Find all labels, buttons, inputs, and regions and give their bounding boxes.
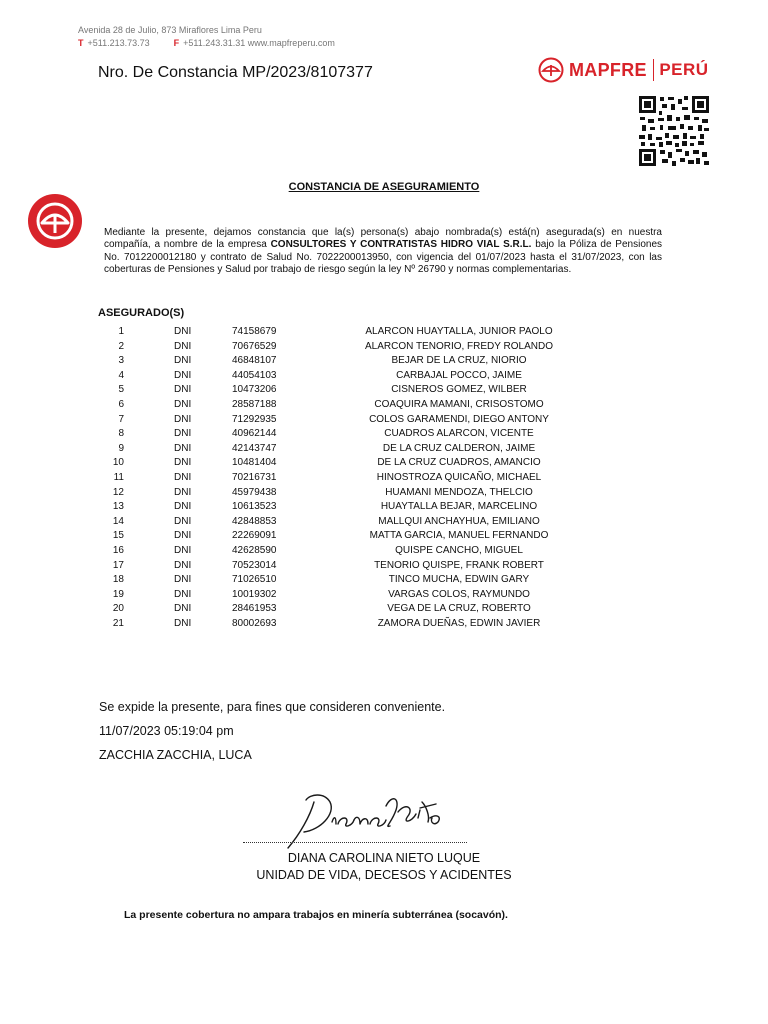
document-number: 71292935 xyxy=(232,413,277,425)
row-number: 11 xyxy=(113,471,124,483)
document-number: 70216731 xyxy=(232,471,277,483)
row-number: 7 xyxy=(118,413,124,425)
statement-details: bajo la Póliza de Pensiones No. 7012200012180 y contrato de Salud No. 7022200013950, con vigencia del 01/07/2023 hasta el 31/07/2023, con las coberturas de Pensiones y Salud por trabajo de riesgo según la ley Nº 26790 y normas complementarias. xyxy=(104,239,662,275)
row-number: 13 xyxy=(112,501,124,513)
phone-label: T xyxy=(78,38,84,48)
document-type: DNI xyxy=(174,501,192,513)
document-type: DNI xyxy=(174,442,192,454)
row-number: 15 xyxy=(112,530,124,542)
header-address: Avenida 28 de Julio, 873 Miraflores Lima Peru xyxy=(78,25,262,35)
document-number: 70676529 xyxy=(232,340,277,352)
document-number: 28461953 xyxy=(232,603,277,615)
document-number: 46848107 xyxy=(232,355,277,367)
statement-intro: Mediante la presente, dejamos constancia que la(s) persona(s) abajo nombrada(s) está(n) asegurada(s) en nuestra compañía, a nombre de la empresa xyxy=(104,227,662,251)
document-type: DNI xyxy=(174,384,192,396)
document-number: 42848853 xyxy=(232,515,277,527)
document-type: DNI xyxy=(174,457,192,469)
insured-table xyxy=(100,325,594,631)
document-type: DNI xyxy=(174,544,192,556)
insured-section-label: ASEGURADO(S) xyxy=(98,307,185,319)
issuing-agent: ZACCHIA ZACCHIA, LUCA xyxy=(99,748,252,762)
document-type: DNI xyxy=(174,530,192,542)
insured-table-body xyxy=(100,325,594,631)
insured-name: COLOS GARAMENDI, DIEGO ANTONY xyxy=(369,413,549,425)
row-number: 17 xyxy=(112,559,124,571)
insured-name: DE LA CRUZ CUADROS, AMANCIO xyxy=(377,457,541,469)
insured-name: CUADROS ALARCON, VICENTE xyxy=(384,428,534,440)
row-number: 14 xyxy=(112,515,124,527)
document-type: DNI xyxy=(174,574,192,586)
table-row xyxy=(100,573,594,588)
coverage-statement xyxy=(104,227,662,276)
insured-name: CISNEROS GOMEZ, WILBER xyxy=(391,384,527,396)
phone-number: +511.213.73.73 xyxy=(87,38,150,48)
document-type: DNI xyxy=(174,559,192,571)
brand-name: MAPFRE xyxy=(569,59,647,80)
fax-label: F xyxy=(173,38,180,48)
row-number: 8 xyxy=(118,428,124,440)
table-row xyxy=(100,515,594,530)
document-type: DNI xyxy=(174,428,192,440)
table-row xyxy=(100,456,594,471)
document-number: 80002693 xyxy=(232,617,277,629)
document-number: 44054103 xyxy=(232,369,277,381)
document-type: DNI xyxy=(174,413,192,425)
constancia-number: Nro. De Constancia MP/2023/8107377 xyxy=(98,64,373,81)
table-row xyxy=(100,588,594,603)
document-type: DNI xyxy=(174,603,192,615)
table-row xyxy=(100,442,594,457)
document-number: 28587188 xyxy=(232,398,277,410)
header-address-block xyxy=(78,24,335,50)
row-number: 1 xyxy=(118,326,124,337)
document-number: 74158679 xyxy=(232,326,277,337)
mapfre-emblem-icon xyxy=(538,57,564,83)
table-row xyxy=(100,486,594,501)
table-row xyxy=(100,500,594,515)
row-number: 21 xyxy=(112,617,124,629)
row-number: 12 xyxy=(112,486,124,498)
table-row xyxy=(100,383,594,398)
mapfre-emblem-icon xyxy=(28,194,82,248)
row-number: 2 xyxy=(118,340,124,352)
header-contacts xyxy=(78,37,335,50)
document-number: 10473206 xyxy=(232,384,277,396)
insured-name: HUAYTALLA BEJAR, MARCELINO xyxy=(380,501,538,513)
insured-name: VARGAS COLOS, RAYMUNDO xyxy=(388,588,530,600)
insured-name: MATTA GARCIA, MANUEL FERNANDO xyxy=(369,530,549,542)
insured-name: BEJAR DE LA CRUZ, NIORIO xyxy=(391,355,527,367)
table-row xyxy=(100,617,594,632)
insured-name: ALARCON HUAYTALLA, JUNIOR PAOLO xyxy=(365,326,553,337)
table-row xyxy=(100,529,594,544)
insured-name: COAQUIRA MAMANI, CRISOSTOMO xyxy=(374,398,544,410)
signer-unit: UNIDAD DE VIDA, DECESOS Y ACIDENTES xyxy=(256,868,512,882)
signature-caption: Diana Nieto xyxy=(280,782,286,783)
row-number: 4 xyxy=(118,369,124,381)
coverage-exclusion-note: La presente cobertura no ampara trabajos en minería subterránea (socavón). xyxy=(124,909,508,921)
logo-divider xyxy=(653,59,655,81)
insured-name: MALLQUI ANCHAYHUA, EMILIANO xyxy=(378,515,540,527)
row-number: 16 xyxy=(112,544,124,556)
row-number: 10 xyxy=(112,457,124,469)
document-number: 42628590 xyxy=(232,544,277,556)
row-number: 5 xyxy=(118,384,124,396)
document-title: CONSTANCIA DE ASEGURAMIENTO xyxy=(288,181,480,193)
table-row xyxy=(100,427,594,442)
row-number: 3 xyxy=(118,355,124,367)
fax-and-website: +511.243.31.31 www.mapfreperu.com xyxy=(183,38,335,48)
document-type: DNI xyxy=(174,515,192,527)
document-number: 71026510 xyxy=(232,574,277,586)
mapfre-logo xyxy=(538,56,709,84)
document-type: DNI xyxy=(174,340,192,352)
insured-name: QUISPE CANCHO, MIGUEL xyxy=(395,544,523,556)
table-row xyxy=(100,602,594,617)
table-row xyxy=(100,325,594,340)
row-number: 19 xyxy=(112,588,124,600)
insured-name: HUAMANI MENDOZA, THELCIO xyxy=(385,486,533,498)
table-row xyxy=(100,369,594,384)
insured-name: DE LA CRUZ CALDERON, JAIME xyxy=(382,442,536,454)
table-row xyxy=(100,413,594,428)
document-number: 10481404 xyxy=(232,457,277,469)
document-type: DNI xyxy=(174,326,192,337)
brand-country: PERÚ xyxy=(659,60,709,79)
row-number: 18 xyxy=(112,574,124,586)
insured-name: TINCO MUCHA, EDWIN GARY xyxy=(388,574,530,586)
document-type: DNI xyxy=(174,588,192,600)
document-number: 10019302 xyxy=(232,588,277,600)
row-number: 6 xyxy=(118,398,124,410)
insured-name: ALARCON TENORIO, FREDY ROLANDO xyxy=(365,340,553,352)
issue-timestamp: 11/07/2023 05:19:04 pm xyxy=(99,724,234,738)
insured-name: TENORIO QUISPE, FRANK ROBERT xyxy=(374,559,544,571)
table-row xyxy=(100,354,594,369)
row-number: 9 xyxy=(118,442,124,454)
document-type: DNI xyxy=(174,486,192,498)
document-type: DNI xyxy=(174,398,192,410)
document-number: 42143747 xyxy=(232,442,277,454)
insured-name: CARBAJAL POCCO, JAIME xyxy=(396,369,522,381)
document-number: 40962144 xyxy=(232,428,277,440)
signer-name: DIANA CAROLINA NIETO LUQUE xyxy=(287,851,481,865)
insured-name: VEGA DE LA CRUZ, ROBERTO xyxy=(387,603,531,615)
document-type: DNI xyxy=(174,617,192,629)
closing-statement: Se expide la presente, para fines que consideren conveniente. xyxy=(99,700,446,714)
document-type: DNI xyxy=(174,369,192,381)
table-row xyxy=(100,340,594,355)
insured-name: HINOSTROZA QUICAÑO, MICHAEL xyxy=(376,471,542,483)
qr-code-icon xyxy=(638,95,710,167)
insured-name: ZAMORA DUEÑAS, EDWIN JAVIER xyxy=(377,617,541,629)
document-number: 70523014 xyxy=(232,559,277,571)
document-type: DNI xyxy=(174,355,192,367)
table-row xyxy=(100,471,594,486)
row-number: 20 xyxy=(112,603,124,615)
table-row xyxy=(100,559,594,574)
document-type: DNI xyxy=(174,471,192,483)
table-row xyxy=(100,544,594,559)
signature-line xyxy=(243,842,467,843)
table-row xyxy=(100,398,594,413)
document-number: 10613523 xyxy=(232,501,277,513)
insured-company-name: CONSULTORES Y CONTRATISTAS HIDRO VIAL S.R.L. xyxy=(270,239,532,251)
document-number: 22269091 xyxy=(232,530,277,542)
document-number: 45979438 xyxy=(232,486,277,498)
